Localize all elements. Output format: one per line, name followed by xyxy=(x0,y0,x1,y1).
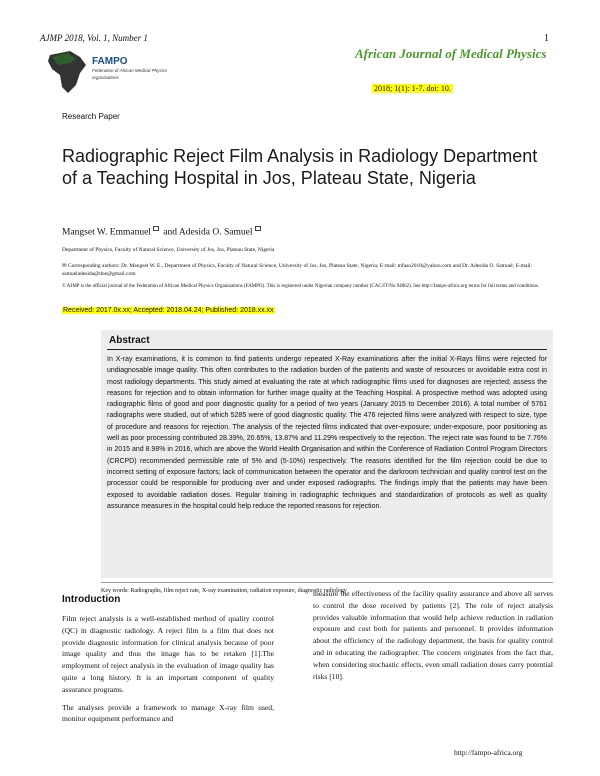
envelope-icon[interactable] xyxy=(153,226,159,231)
abstract-heading: Abstract xyxy=(109,335,150,346)
column-left xyxy=(62,613,274,725)
journal-title: African Journal of Medical Physics xyxy=(355,46,547,61)
article-title: Radiographic Reject Film Analysis in Radiology Department of a Teaching Hospital in Jos, Plateau State, Nigeria xyxy=(62,146,538,188)
research-type: Research Paper xyxy=(62,112,120,121)
intro-paragraph-1: Film reject analysis is a well-established method of quality control (QC) in diagnostic radiology. A reject film is a film that does not provide diagnostic information for clinical analysis because of poor image quality and thus the image has to be retaken [1].The employment of reject analysis in the evaluation of image quality has quite a long history. It is an important component of quality assurance programs. xyxy=(62,614,274,694)
journal-reference: AJMP 2018, Vol. 1, Number 1 xyxy=(40,33,148,43)
abstract-text: In X-ray examinations, it is common to find patients undergo repeated X-Ray examinations after the initial X-Rays films were rejected for undiagnosable image quality. This often contributes to the radiation burden of the patients and waste of resources or avoidable extra cost in most radiology departments. This study aimed at evaluating the rate at which radiographic films used for diagnoses are rejected; assess the reasons for rejection and to obtain information for further image quality at the Teaching Hospital. A prospective method was adopted using radiographic films of good and poor diagnostic quality for a period of two years (January 2015 to December 2016). A total number of 5761 radiographs were studied, out of which 5285 were of good diagnostic quality. The 476 rejected films were analyzed with respect to size, type of procedure and reasons for rejection. The analysis of the rejected films indicated that over-exposure; under-exposure, poor positioning as well as poor processing contributed 28.39%, 20.65%, 13.87% and 11.29% respectively to the rejection. The reject rate was found to be 7.76% in 2015 and 8.98% in 2016, which are above the World Health Organisation and within the Conference of Radiation Control Program Directors (CRCPD) recommended permissible rate of 5% and (5-10%) respectively. The reasons identified for the film rejection could be due to incorrect setting of exposure factors; lack of communication between the operator and the darkroom technician and quality control test on the processor could be responsible for producing over and under exposed radiographs. The findings imply that the patients may have been exposed to avoidable radiation doses. Regular training in radiographic techniques and standardization of protocols as well as quality assurance measures in the hospital could help reduce the reported reasons for rejection. xyxy=(107,356,547,510)
page-number: 1 xyxy=(544,33,549,44)
org-name: FAMPO xyxy=(92,56,128,67)
authors xyxy=(62,226,263,238)
abstract-box xyxy=(101,330,553,578)
keywords: Key words: Radiographs, film reject rate, X-ray examination, radiation exposure, diagnostic radiology xyxy=(101,582,553,594)
journal-citation: 2018; 1(1): 1-7. doi: 10. xyxy=(374,84,451,93)
org-subtitle: Federation of African Medical Physics organizations xyxy=(92,68,168,80)
author-join: and xyxy=(163,227,178,238)
org-block xyxy=(92,56,172,81)
intro-paragraph-2: The analyses provide a framework to manage X-ray film used, monitor equipment performance and xyxy=(62,702,274,724)
footer-url[interactable]: http://fampo-africa.org xyxy=(454,748,523,757)
affiliation: Department of Physics, Faculty of Natural Science, University of Jos, Jos, Plateau State, Nigeria xyxy=(62,247,275,253)
envelope-icon[interactable] xyxy=(255,226,261,231)
column-right xyxy=(313,588,553,682)
article-dates: Received: 2017.0x.xx; Accepted: 2018.04.24; Published: 2018.xx.xx xyxy=(63,307,274,314)
intro-paragraph-3: measure the effectiveness of the facility quality assurance and above all serves to control the dose received by patients [2]. The role of reject analysis provides valuable information that would help achieve reduction in radiation exposure and cost both for patients and personnel. It provides information about the efficiency of the radiology department, the basis for quality control and in educating the radiographer. The concern originates from the fact that, when considering stochastic effects, even small radiation doses carry potential risks [10]. xyxy=(313,589,553,681)
author-2[interactable]: Adesida O. Samuel xyxy=(178,227,253,238)
correspondence: ✉ Corresponding authors: Dr. Mangset W. E., Department of Physics, Faculty of Natural Science, University of Jos, Jos, Plateau State, Nigeria; E-mail: mfaso2018@yahoo.com and Dr. Adesida O. Samuel; E-mail: samueladesida@doe@gmail.com xyxy=(62,263,533,277)
license-note: © AJMP is the official journal of the Federation of African Medical Physics Organizations (FAMPO). This is registered under Nigerian company number (CAC/IT/No 94862). See http://fampo-africa.org terms for full terms and conditions. xyxy=(62,284,540,289)
abstract-divider xyxy=(107,349,547,350)
fampo-logo-icon xyxy=(40,47,100,97)
introduction-heading: Introduction xyxy=(62,594,121,605)
author-1[interactable]: Mangset W. Emmanuel xyxy=(62,227,151,238)
